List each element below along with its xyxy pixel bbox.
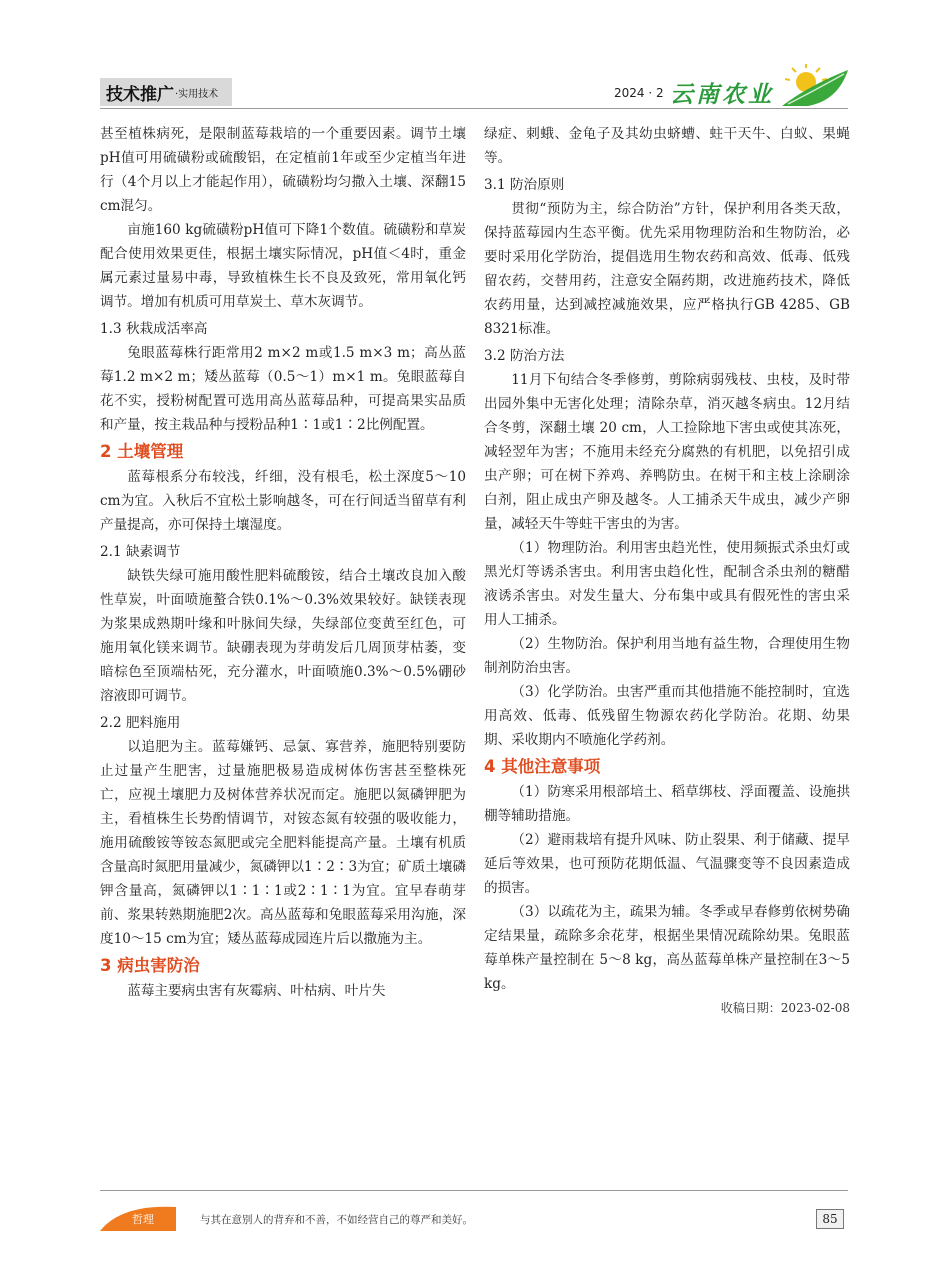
paragraph: （1）防寒采用根部培土、稻草绑枝、浮面覆盖、设施拱棚等辅助措施。 — [484, 784, 850, 824]
right-column — [484, 122, 850, 1018]
section-heading: 2 土壤管理 — [100, 442, 184, 461]
left-column — [100, 122, 466, 1003]
paragraph: 绿症、刺蛾、金龟子及其幼虫蛴螬、蛀干天牛、白蚁、果蝇等。 — [484, 126, 850, 166]
footer-divider — [100, 1190, 848, 1191]
section-tag — [100, 78, 232, 106]
paragraph: 亩施160 kg硫磺粉pH值可下降1个数值。硫磺粉和草炭配合使用效果更佳，根据土壤实际情况，pH值＜4时，重金属元素过量易中毒，导致植株生长不良及致死，常用氧化钙调节。增加有机质可用草炭土、草木灰调节。 — [100, 222, 466, 310]
footer-quote: 与其在意别人的背弃和不善，不如经营自己的尊严和美好。 — [200, 1214, 473, 1226]
subsection-heading: 3.2 防治方法 — [484, 348, 565, 364]
subsection-heading: 1.3 秋栽成活率高 — [100, 321, 208, 337]
paragraph: 兔眼蓝莓株行距常用2 m×2 m或1.5 m×3 m；高丛蓝莓1.2 m×2 m；矮丛蓝莓（0.5～1）m×1 m。兔眼蓝莓自花不实，授粉树配置可选用高丛蓝莓品种，可提高果实品质和产量，按主栽品种与授粉品种1∶1或1∶2比例配置。 — [100, 345, 466, 433]
paragraph: 甚至植株病死，是限制蓝莓栽培的一个重要因素。调节土壤pH值可用硫磺粉或硫酸铝，在定植前1年或至少定植当年进行（4个月以上才能起作用），硫磺粉均匀撒入土壤、深翻15 cm混匀。 — [100, 126, 466, 214]
section-subtitle: ·实用技术 — [175, 88, 219, 100]
header-divider — [100, 108, 848, 109]
quote-badge: 哲理 — [132, 1213, 154, 1226]
paragraph: 11月下旬结合冬季修剪，剪除病弱残枝、虫枝，及时带出园外集中无害化处理；清除杂草，消灭越冬病虫。12月结合冬剪，深翻土壤 20 cm，人工捡除地下害虫或使其冻死，减轻翌年为害；不施用未经充分腐熟的有机肥，以免招引成虫产卵；可在树下养鸡、养鸭防虫。在树干和主枝上涂刷涂白剂，阻止成虫产卵及越冬。人工捕杀天牛成虫，减少产卵量，减轻天牛等蛀干害虫的为害。 — [484, 372, 850, 532]
section-heading: 4 其他注意事项 — [484, 757, 601, 776]
subsection-heading: 2.1 缺素调节 — [100, 544, 181, 560]
paragraph: 蓝莓根系分布较浅，纤细，没有根毛，松土深度5～10 cm为宜。入秋后不宜松土影响越冬，可在行间适当留草有利产量提高，亦可保持土壤湿度。 — [100, 469, 466, 533]
page-number: 85 — [816, 1209, 844, 1229]
received-date: 收稿日期：2023-02-08 — [720, 1001, 850, 1015]
section-title: 技术推广 — [106, 84, 174, 105]
paragraph: 缺铁失绿可施用酸性肥料硫酸铵，结合土壤改良加入酸性草炭，叶面喷施螯合铁0.1%～0.3%效果较好。缺镁表现为浆果成熟期叶缘和叶脉间失绿，失绿部位变黄至红色，可施用氧化镁来调节。缺硼表现为芽萌发后几周顶芽枯萎，变暗棕色至顶端枯死，充分灌水，叶面喷施0.3%～0.5%硼砂溶液即可调节。 — [100, 568, 466, 704]
paragraph: （3）化学防治。虫害严重而其他措施不能控制时，宜选用高效、低毒、低残留生物源农药化学防治。花期、幼果期、采收期内不喷施化学药剂。 — [484, 684, 850, 748]
paragraph: （2）生物防治。保护利用当地有益生物，合理使用生物制剂防治虫害。 — [484, 636, 850, 676]
paragraph: （1）物理防治。利用害虫趋光性，使用频振式杀虫灯或黑光灯等诱杀害虫。利用害虫趋化性，配制含杀虫剂的糖醋液诱杀害虫。对发生量大、分布集中或具有假死性的害虫采用人工捕杀。 — [484, 540, 850, 628]
paragraph: 以追肥为主。蓝莓嫌钙、忌氯、寡营养，施肥特别要防止过量产生肥害，过量施肥极易造成树体伤害甚至整株死亡，应视土壤肥力及树体营养状况而定。施肥以氮磷钾肥为主，看植株生长势酌情调节，对铵态氮有较强的吸收能力，施用硫酸铵等铵态氮肥或完全肥料能提高产量。土壤有机质含量高时氮肥用量减少，氮磷钾以1∶2∶3为宜；矿质土壤磷钾含量高，氮磷钾以1∶1∶1或2∶1∶1为宜。宜早春萌芽前、浆果转熟期施肥2次。高丛蓝莓和兔眼蓝莓采用沟施，深度10～15 cm为宜；矮丛蓝莓成园连片后以撒施为主。 — [100, 739, 466, 947]
section-heading: 3 病虫害防治 — [100, 956, 200, 975]
paragraph: （2）避雨栽培有提升风味、防止裂果、利于储藏、提早延后等效果，也可预防花期低温、气温骤变等不良因素造成的损害。 — [484, 832, 850, 896]
sun-leaf-icon — [778, 64, 850, 112]
subsection-heading: 2.2 肥料施用 — [100, 715, 181, 731]
paragraph: 蓝莓主要病虫害有灰霉病、叶枯病、叶片失 — [127, 983, 386, 999]
paragraph: （3）以疏花为主，疏果为辅。冬季或早春修剪依树势确定结果量，疏除多余花芽，根据坐果情况疏除幼果。兔眼蓝莓单株产量控制在 5～8 kg，高丛蓝莓单株产量控制在3～5 kg。 — [484, 904, 850, 992]
subsection-heading: 3.1 防治原则 — [484, 177, 565, 193]
paragraph: 贯彻“预防为主，综合防治”方针，保护利用各类天敌，保持蓝莓园内生态平衡。优先采用物理防治和生物防治，必要时采用化学防治，提倡选用生物农药和高效、低毒、低残留农药，交替用药，注意安全隔药期，改进施药技术，降低农药用量，达到减控减施效果，应严格执行GB 4285、GB 8321标准。 — [484, 201, 850, 337]
issue-number: 2024 · 2 — [614, 86, 664, 100]
magazine-title: 云南农业 — [670, 81, 774, 108]
